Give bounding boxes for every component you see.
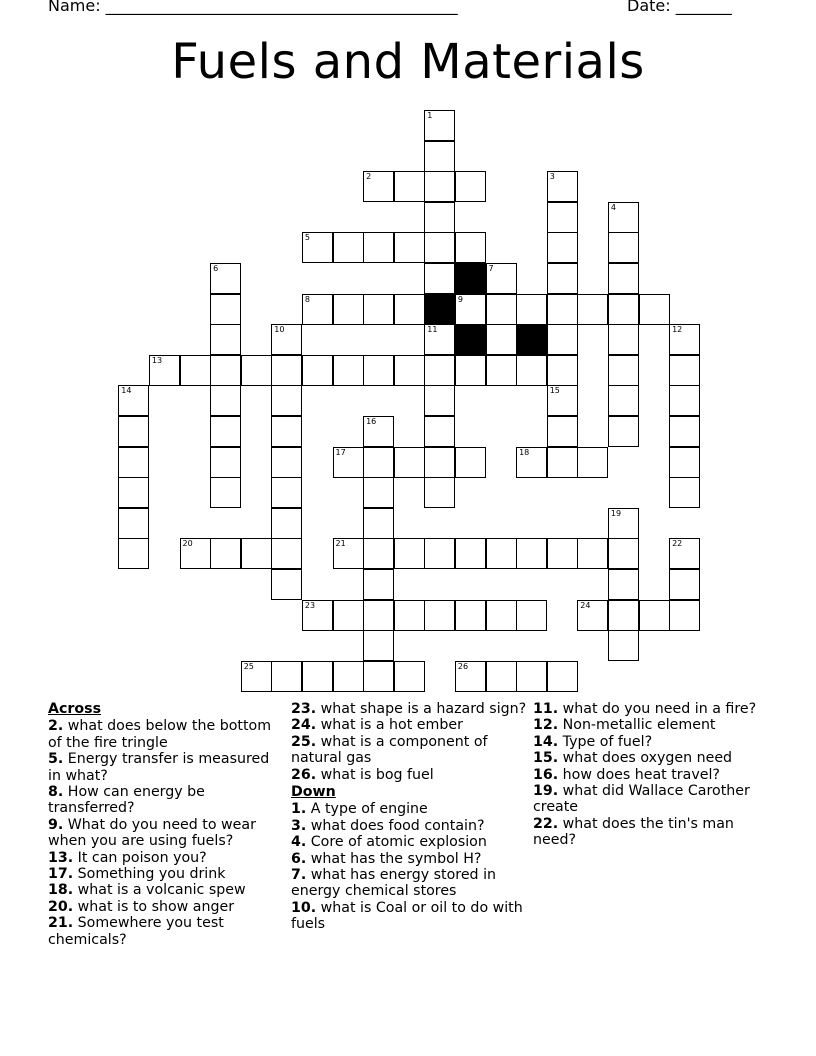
grid-cell[interactable] bbox=[424, 324, 455, 355]
grid-cell[interactable] bbox=[608, 294, 639, 325]
clue-text: Energy transfer is measured in what? bbox=[48, 751, 270, 784]
grid-cell[interactable] bbox=[669, 538, 700, 569]
grid-cell[interactable] bbox=[516, 600, 547, 631]
grid-cell[interactable] bbox=[547, 385, 578, 416]
cell-number: 1 bbox=[427, 111, 433, 120]
clue-text: what did Wallace Carother create bbox=[533, 783, 750, 816]
clue-item bbox=[48, 866, 284, 882]
clue-number: 16. bbox=[533, 766, 559, 783]
date-field: Date: _______ bbox=[627, 0, 732, 15]
grid-cell[interactable] bbox=[608, 385, 639, 416]
clue-number: 14. bbox=[533, 733, 559, 750]
grid-cell[interactable] bbox=[363, 538, 394, 569]
grid-cell[interactable] bbox=[486, 294, 517, 325]
grid-cell[interactable] bbox=[608, 630, 639, 661]
grid-cell[interactable] bbox=[547, 355, 578, 386]
grid-cell[interactable] bbox=[608, 263, 639, 294]
clue-item bbox=[291, 851, 527, 867]
grid-cell[interactable] bbox=[271, 538, 302, 569]
grid-cell[interactable] bbox=[363, 630, 394, 661]
cell-number: 2 bbox=[366, 172, 372, 182]
clue-text: Somewhere you test chemicals? bbox=[48, 915, 224, 948]
across-heading: Across bbox=[48, 701, 102, 717]
grid-cell[interactable] bbox=[118, 447, 149, 478]
grid-cell[interactable] bbox=[424, 538, 455, 569]
grid-cell[interactable] bbox=[577, 538, 608, 569]
grid-cell[interactable] bbox=[669, 385, 700, 416]
grid-cell[interactable] bbox=[363, 508, 394, 539]
grid-cell[interactable] bbox=[271, 385, 302, 416]
clue-text: A type of engine bbox=[306, 801, 428, 818]
cell-number: 17 bbox=[335, 447, 346, 457]
grid-cell[interactable] bbox=[424, 477, 455, 508]
grid-cell[interactable] bbox=[577, 294, 608, 325]
cell-number: 3 bbox=[549, 172, 555, 182]
grid-cell[interactable] bbox=[669, 600, 700, 631]
clue-text: Core of atomic explosion bbox=[306, 834, 487, 851]
clue-item bbox=[291, 717, 527, 733]
grid-cell[interactable] bbox=[394, 232, 425, 263]
grid-cell[interactable] bbox=[547, 263, 578, 294]
grid-cell[interactable] bbox=[455, 600, 486, 631]
grid-cell[interactable] bbox=[210, 416, 241, 447]
clue-number: 11. bbox=[533, 701, 559, 717]
grid-cell[interactable] bbox=[424, 202, 455, 233]
grid-cell[interactable] bbox=[547, 294, 578, 325]
clue-text: what is a volcanic spew bbox=[73, 882, 246, 899]
clue-number: 9. bbox=[48, 816, 64, 833]
clue-item bbox=[291, 801, 527, 817]
grid-cell[interactable] bbox=[118, 477, 149, 508]
cell-number: 20 bbox=[182, 539, 193, 549]
grid-black-cell bbox=[424, 294, 455, 325]
clue-number: 22. bbox=[533, 815, 559, 832]
clue-text: what does food contain? bbox=[306, 817, 485, 834]
grid-cell[interactable] bbox=[608, 600, 639, 631]
cell-number: 15 bbox=[549, 386, 560, 396]
grid-cell[interactable] bbox=[455, 171, 486, 202]
grid-cell[interactable] bbox=[302, 232, 333, 263]
clue-text: what shape is a hazard sign? bbox=[316, 701, 527, 717]
grid-cell[interactable] bbox=[608, 202, 639, 233]
cell-number: 7 bbox=[488, 264, 494, 273]
grid-cell[interactable] bbox=[118, 416, 149, 447]
grid-cell[interactable] bbox=[333, 538, 364, 569]
grid-cell[interactable] bbox=[394, 171, 425, 202]
grid-cell[interactable] bbox=[608, 324, 639, 355]
grid-cell[interactable] bbox=[424, 416, 455, 447]
grid-cell[interactable] bbox=[455, 538, 486, 569]
grid-cell[interactable] bbox=[577, 600, 608, 631]
clue-text: what does the tin's man need? bbox=[533, 815, 734, 849]
clues-column-3 bbox=[533, 701, 773, 849]
clue-number: 20. bbox=[48, 898, 74, 915]
clue-item bbox=[533, 783, 773, 816]
grid-cell[interactable] bbox=[455, 661, 486, 692]
clue-number: 26. bbox=[291, 766, 317, 783]
grid-cell[interactable] bbox=[394, 600, 425, 631]
cell-number: 11 bbox=[427, 325, 438, 335]
clue-item bbox=[291, 734, 527, 767]
grid-cell[interactable] bbox=[424, 110, 455, 141]
clue-item bbox=[48, 899, 284, 915]
clue-text: what is bog fuel bbox=[316, 766, 434, 783]
clues-column-1 bbox=[48, 701, 284, 948]
grid-cell[interactable] bbox=[333, 232, 364, 263]
grid-cell[interactable] bbox=[455, 355, 486, 386]
grid-cell[interactable] bbox=[455, 447, 486, 478]
clue-item bbox=[291, 867, 527, 900]
cell-number: 25 bbox=[243, 661, 254, 671]
grid-cell[interactable] bbox=[547, 171, 578, 202]
grid-cell[interactable] bbox=[210, 294, 241, 325]
grid-cell[interactable] bbox=[363, 294, 394, 325]
grid-cell[interactable] bbox=[547, 447, 578, 478]
grid-black-cell bbox=[455, 324, 486, 355]
down-heading: Down bbox=[291, 784, 336, 801]
clue-number: 17. bbox=[48, 866, 74, 883]
grid-cell[interactable] bbox=[302, 600, 333, 631]
grid-cell[interactable] bbox=[424, 355, 455, 386]
clue-number: 19. bbox=[533, 783, 559, 800]
clue-text: It can poison you? bbox=[73, 849, 207, 866]
grid-cell[interactable] bbox=[608, 538, 639, 569]
page-title: Fuels and Materials bbox=[171, 34, 645, 90]
grid-cell[interactable] bbox=[363, 416, 394, 447]
grid-cell[interactable] bbox=[118, 538, 149, 569]
grid-cell[interactable] bbox=[516, 355, 547, 386]
grid-cell[interactable] bbox=[547, 324, 578, 355]
clue-number: 13. bbox=[48, 849, 74, 866]
grid-cell[interactable] bbox=[669, 477, 700, 508]
clue-text: what is Coal or oil to do with fuels bbox=[291, 899, 523, 933]
grid-cell[interactable] bbox=[363, 232, 394, 263]
grid-cell[interactable] bbox=[363, 600, 394, 631]
grid-cell[interactable] bbox=[210, 355, 241, 386]
grid-cell[interactable] bbox=[547, 416, 578, 447]
cell-number: 13 bbox=[151, 355, 163, 365]
grid-cell[interactable] bbox=[363, 171, 394, 202]
clue-number: 10. bbox=[291, 899, 317, 916]
grid-cell[interactable] bbox=[180, 538, 211, 569]
grid-cell[interactable] bbox=[486, 661, 517, 692]
clue-text: what is a component of natural gas bbox=[291, 733, 488, 767]
clue-text: Non-metallic element bbox=[558, 717, 716, 734]
grid-cell[interactable] bbox=[271, 355, 302, 386]
grid-cell[interactable] bbox=[486, 600, 517, 631]
clue-item bbox=[533, 767, 773, 783]
grid-cell[interactable] bbox=[302, 294, 333, 325]
grid-cell[interactable] bbox=[302, 355, 333, 386]
clue-item bbox=[48, 817, 284, 850]
clue-number: 3. bbox=[291, 817, 307, 834]
grid-cell[interactable] bbox=[424, 600, 455, 631]
grid-cell[interactable] bbox=[424, 385, 455, 416]
grid-cell[interactable] bbox=[547, 202, 578, 233]
grid-cell[interactable] bbox=[455, 232, 486, 263]
clue-item bbox=[533, 717, 773, 733]
name-field: Name: ____________________________________________ bbox=[48, 0, 458, 15]
grid-cell[interactable] bbox=[363, 355, 394, 386]
cell-number: 10 bbox=[274, 325, 285, 335]
grid-cell[interactable] bbox=[669, 355, 700, 386]
grid-cell[interactable] bbox=[669, 324, 700, 355]
grid-cell[interactable] bbox=[547, 538, 578, 569]
cell-number: 16 bbox=[366, 417, 377, 426]
clue-text: what do you need in a fire? bbox=[558, 701, 757, 717]
grid-black-cell bbox=[455, 263, 486, 294]
grid-cell[interactable] bbox=[577, 447, 608, 478]
clue-text: what has the symbol H? bbox=[306, 850, 482, 867]
grid-cell[interactable] bbox=[424, 263, 455, 294]
clue-text: what does oxygen need bbox=[558, 750, 733, 767]
clue-item bbox=[48, 751, 284, 784]
grid-cell[interactable] bbox=[271, 324, 302, 355]
cell-number: 26 bbox=[457, 661, 469, 671]
cell-number: 14 bbox=[121, 386, 132, 396]
cell-number: 22 bbox=[672, 539, 683, 549]
clue-number: 7. bbox=[291, 867, 307, 884]
grid-cell[interactable] bbox=[271, 477, 302, 508]
grid-cell[interactable] bbox=[424, 232, 455, 263]
grid-cell[interactable] bbox=[608, 508, 639, 539]
grid-cell[interactable] bbox=[516, 538, 547, 569]
clue-text: what is to show anger bbox=[73, 898, 235, 915]
clue-text: what has energy stored in energy chemical stores bbox=[291, 867, 497, 900]
clue-number: 8. bbox=[48, 784, 64, 801]
grid-cell[interactable] bbox=[333, 661, 364, 692]
grid-cell[interactable] bbox=[363, 569, 394, 600]
clue-text: what does below the bottom of the fire tringle bbox=[48, 718, 272, 751]
grid-cell[interactable] bbox=[394, 447, 425, 478]
grid-cell[interactable] bbox=[363, 447, 394, 478]
grid-cell[interactable] bbox=[180, 355, 211, 386]
cell-number: 12 bbox=[672, 325, 683, 335]
grid-cell[interactable] bbox=[516, 294, 547, 325]
clue-item bbox=[291, 701, 527, 717]
grid-cell[interactable] bbox=[118, 385, 149, 416]
clue-number: 24. bbox=[291, 717, 317, 734]
clue-number: 5. bbox=[48, 751, 64, 768]
grid-cell[interactable] bbox=[271, 508, 302, 539]
clue-item bbox=[291, 818, 527, 834]
clue-item bbox=[291, 900, 527, 933]
clue-item bbox=[291, 767, 527, 783]
clue-text: what is a hot ember bbox=[316, 717, 463, 734]
grid-cell[interactable] bbox=[210, 477, 241, 508]
clue-number: 12. bbox=[533, 717, 559, 734]
grid-black-cell bbox=[516, 324, 547, 355]
clue-item bbox=[533, 816, 773, 849]
grid-cell[interactable] bbox=[394, 661, 425, 692]
grid-cell[interactable] bbox=[271, 569, 302, 600]
clue-number: 18. bbox=[48, 882, 74, 899]
grid-cell[interactable] bbox=[210, 324, 241, 355]
grid-cell[interactable] bbox=[241, 661, 272, 692]
clue-text: Something you drink bbox=[73, 866, 226, 883]
grid-cell[interactable] bbox=[271, 416, 302, 447]
grid-cell[interactable] bbox=[394, 355, 425, 386]
grid-cell[interactable] bbox=[363, 661, 394, 692]
clue-text: Type of fuel? bbox=[558, 733, 653, 750]
grid-cell[interactable] bbox=[333, 294, 364, 325]
grid-cell[interactable] bbox=[210, 447, 241, 478]
grid-cell[interactable] bbox=[271, 447, 302, 478]
cell-number: 9 bbox=[457, 294, 463, 304]
grid-cell[interactable] bbox=[271, 661, 302, 692]
grid-cell[interactable] bbox=[210, 385, 241, 416]
clue-number: 15. bbox=[533, 750, 559, 767]
grid-cell[interactable] bbox=[394, 294, 425, 325]
grid-cell[interactable] bbox=[333, 355, 364, 386]
grid-cell[interactable] bbox=[363, 477, 394, 508]
grid-cell[interactable] bbox=[608, 416, 639, 447]
cell-number: 5 bbox=[304, 233, 310, 243]
clues-column-2 bbox=[291, 701, 527, 933]
grid-cell[interactable] bbox=[547, 232, 578, 263]
clue-text: how does heat travel? bbox=[558, 766, 720, 783]
clue-number: 4. bbox=[291, 834, 307, 851]
grid-cell[interactable] bbox=[302, 661, 333, 692]
clue-number: 1. bbox=[291, 801, 307, 818]
clue-number: 21. bbox=[48, 915, 74, 932]
clue-text: What do you need to wear when you are using fuels? bbox=[48, 816, 256, 850]
cell-number: 6 bbox=[213, 264, 219, 273]
grid-cell[interactable] bbox=[669, 416, 700, 447]
clue-item bbox=[533, 734, 773, 750]
clue-item bbox=[48, 718, 284, 751]
grid-cell[interactable] bbox=[241, 355, 272, 386]
cell-number: 8 bbox=[304, 294, 310, 304]
grid-cell[interactable] bbox=[639, 600, 670, 631]
clue-item bbox=[291, 834, 527, 850]
clue-item bbox=[48, 882, 284, 898]
cell-number: 4 bbox=[610, 202, 616, 212]
grid-cell[interactable] bbox=[669, 569, 700, 600]
grid-cell[interactable] bbox=[486, 355, 517, 386]
clue-number: 2. bbox=[48, 718, 64, 735]
clue-item bbox=[533, 701, 773, 717]
grid-cell[interactable] bbox=[333, 600, 364, 631]
grid-cell[interactable] bbox=[424, 171, 455, 202]
clue-number: 6. bbox=[291, 850, 307, 867]
grid-cell[interactable] bbox=[547, 661, 578, 692]
clue-item bbox=[533, 750, 773, 766]
grid-cell[interactable] bbox=[424, 447, 455, 478]
clue-number: 23. bbox=[291, 701, 317, 717]
cell-number: 23 bbox=[304, 600, 316, 610]
grid-cell[interactable] bbox=[486, 263, 517, 294]
cell-number: 21 bbox=[335, 539, 346, 549]
grid-cell[interactable] bbox=[149, 355, 180, 386]
grid-cell[interactable] bbox=[210, 538, 241, 569]
grid-cell[interactable] bbox=[486, 324, 517, 355]
grid-cell[interactable] bbox=[210, 263, 241, 294]
grid-cell[interactable] bbox=[118, 508, 149, 539]
clue-item bbox=[48, 784, 284, 817]
grid-cell[interactable] bbox=[424, 141, 455, 172]
grid-cell[interactable] bbox=[241, 538, 272, 569]
clue-text: How can energy be transferred? bbox=[48, 784, 205, 817]
grid-cell[interactable] bbox=[608, 232, 639, 263]
clue-item bbox=[48, 915, 284, 948]
clue-number: 25. bbox=[291, 733, 317, 750]
clue-item bbox=[48, 850, 284, 866]
grid-cell[interactable] bbox=[516, 447, 547, 478]
grid-cell[interactable] bbox=[394, 538, 425, 569]
grid-cell[interactable] bbox=[608, 569, 639, 600]
grid-cell[interactable] bbox=[639, 294, 670, 325]
grid-cell[interactable] bbox=[608, 355, 639, 386]
cell-number: 19 bbox=[610, 508, 622, 518]
grid-cell[interactable] bbox=[455, 294, 486, 325]
grid-cell[interactable] bbox=[516, 661, 547, 692]
grid-cell[interactable] bbox=[669, 447, 700, 478]
grid-cell[interactable] bbox=[333, 447, 364, 478]
cell-number: 24 bbox=[580, 600, 591, 610]
cell-number: 18 bbox=[519, 447, 530, 457]
grid-cell[interactable] bbox=[486, 538, 517, 569]
